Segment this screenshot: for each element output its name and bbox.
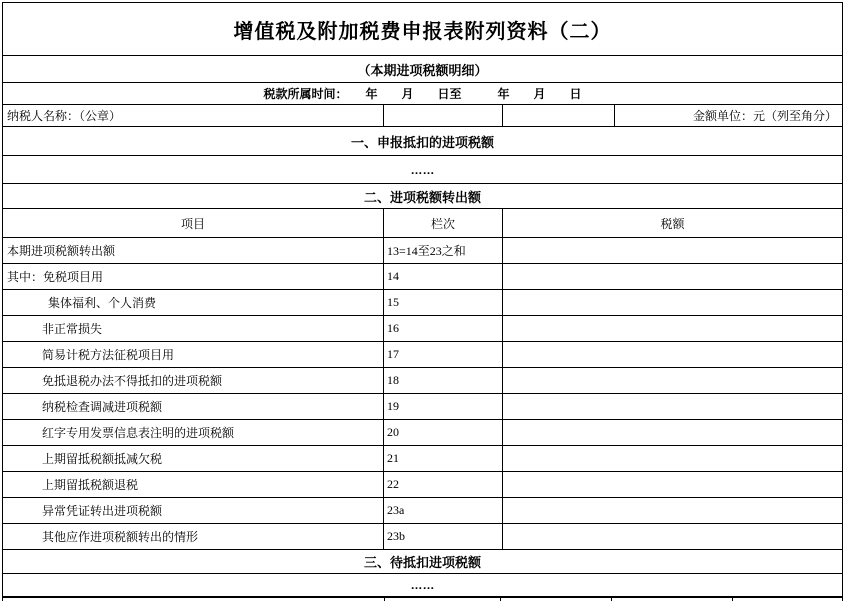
column-header-item: 项目 [3,209,384,237]
amount-unit-label: 金额单位：元（列至角分） [692,109,837,123]
table-row [3,446,842,472]
amount-cell[interactable] [503,290,842,315]
column-header-line: 栏次 [384,209,503,237]
line-cell: 13=14至23之和 [384,238,503,263]
line-cell: 19 [384,394,503,419]
table-row [3,316,842,342]
item-cell: 免抵退税办法不得抵扣的进项税额 [3,368,384,393]
table-row [3,472,842,498]
item-cell: 上期留抵税额抵减欠税 [3,446,384,471]
amount-cell[interactable] [503,342,842,367]
item-cell: 简易计税方法征税项目用 [3,342,384,367]
table-row [3,368,842,394]
line-cell: 20 [384,420,503,445]
item-cell: 非正常损失 [3,316,384,341]
tax-period-line: 税款所属时间： 年 月 日至 年 月 日 [3,83,842,105]
line-cell: 16 [384,316,503,341]
amount-cell[interactable] [503,446,842,471]
line-cell: 23a [384,498,503,523]
amount-cell[interactable] [503,524,842,549]
amount-cell[interactable] [503,472,842,497]
vat-attachment-form [2,2,843,601]
amount-cell[interactable] [503,420,842,445]
table-row [3,524,842,550]
page-title: 增值税及附加税费申报表附列资料（二） [3,3,842,56]
table-row [3,420,842,446]
item-cell: 纳税检查调减进项税额 [3,394,384,419]
section-1-header: 一、申报抵扣的进项税额 [3,127,842,156]
item-cell: 其他应作进项税额转出的情形 [3,524,384,549]
item-cell: 集体福利、个人消费 [3,290,384,315]
item-cell: 本期进项税额转出额 [3,238,384,263]
item-cell: 其中：免税项目用 [3,264,384,289]
page-subtitle: （本期进项税额明细） [3,56,842,83]
line-cell: 14 [384,264,503,289]
section-2-header: 二、进项税额转出额 [3,184,842,209]
column-header-amount: 税额 [660,216,685,231]
amount-cell[interactable] [503,368,842,393]
table-row [3,394,842,420]
line-cell: 23b [384,524,503,549]
amount-cell[interactable] [503,394,842,419]
table-row [3,290,842,316]
table-row [3,342,842,368]
amount-cell[interactable] [503,238,842,263]
next-table-partial-row [3,597,842,601]
taxpayer-name-cell[interactable] [384,105,503,126]
item-cell: 红字专用发票信息表注明的进项税额 [3,420,384,445]
table-row [3,498,842,524]
amount-cell[interactable] [503,498,842,523]
section-3-ellipsis: …… [3,574,842,597]
table-row [3,264,842,290]
amount-cell[interactable] [503,264,842,289]
taxpayer-name-label: 纳税人名称：（公章） [3,105,384,126]
section-3-header: 三、待抵扣进项税额 [3,550,842,574]
table-row [3,238,842,264]
amount-cell[interactable] [503,316,842,341]
taxpayer-name-cell-2[interactable] [503,105,615,126]
line-cell: 17 [384,342,503,367]
line-cell: 15 [384,290,503,315]
section-1-ellipsis: …… [3,156,842,184]
item-cell: 上期留抵税额退税 [3,472,384,497]
line-cell: 18 [384,368,503,393]
line-cell: 22 [384,472,503,497]
line-cell: 21 [384,446,503,471]
item-cell: 异常凭证转出进项税额 [3,498,384,523]
column-header-row [3,209,842,238]
taxpayer-row [3,105,842,127]
